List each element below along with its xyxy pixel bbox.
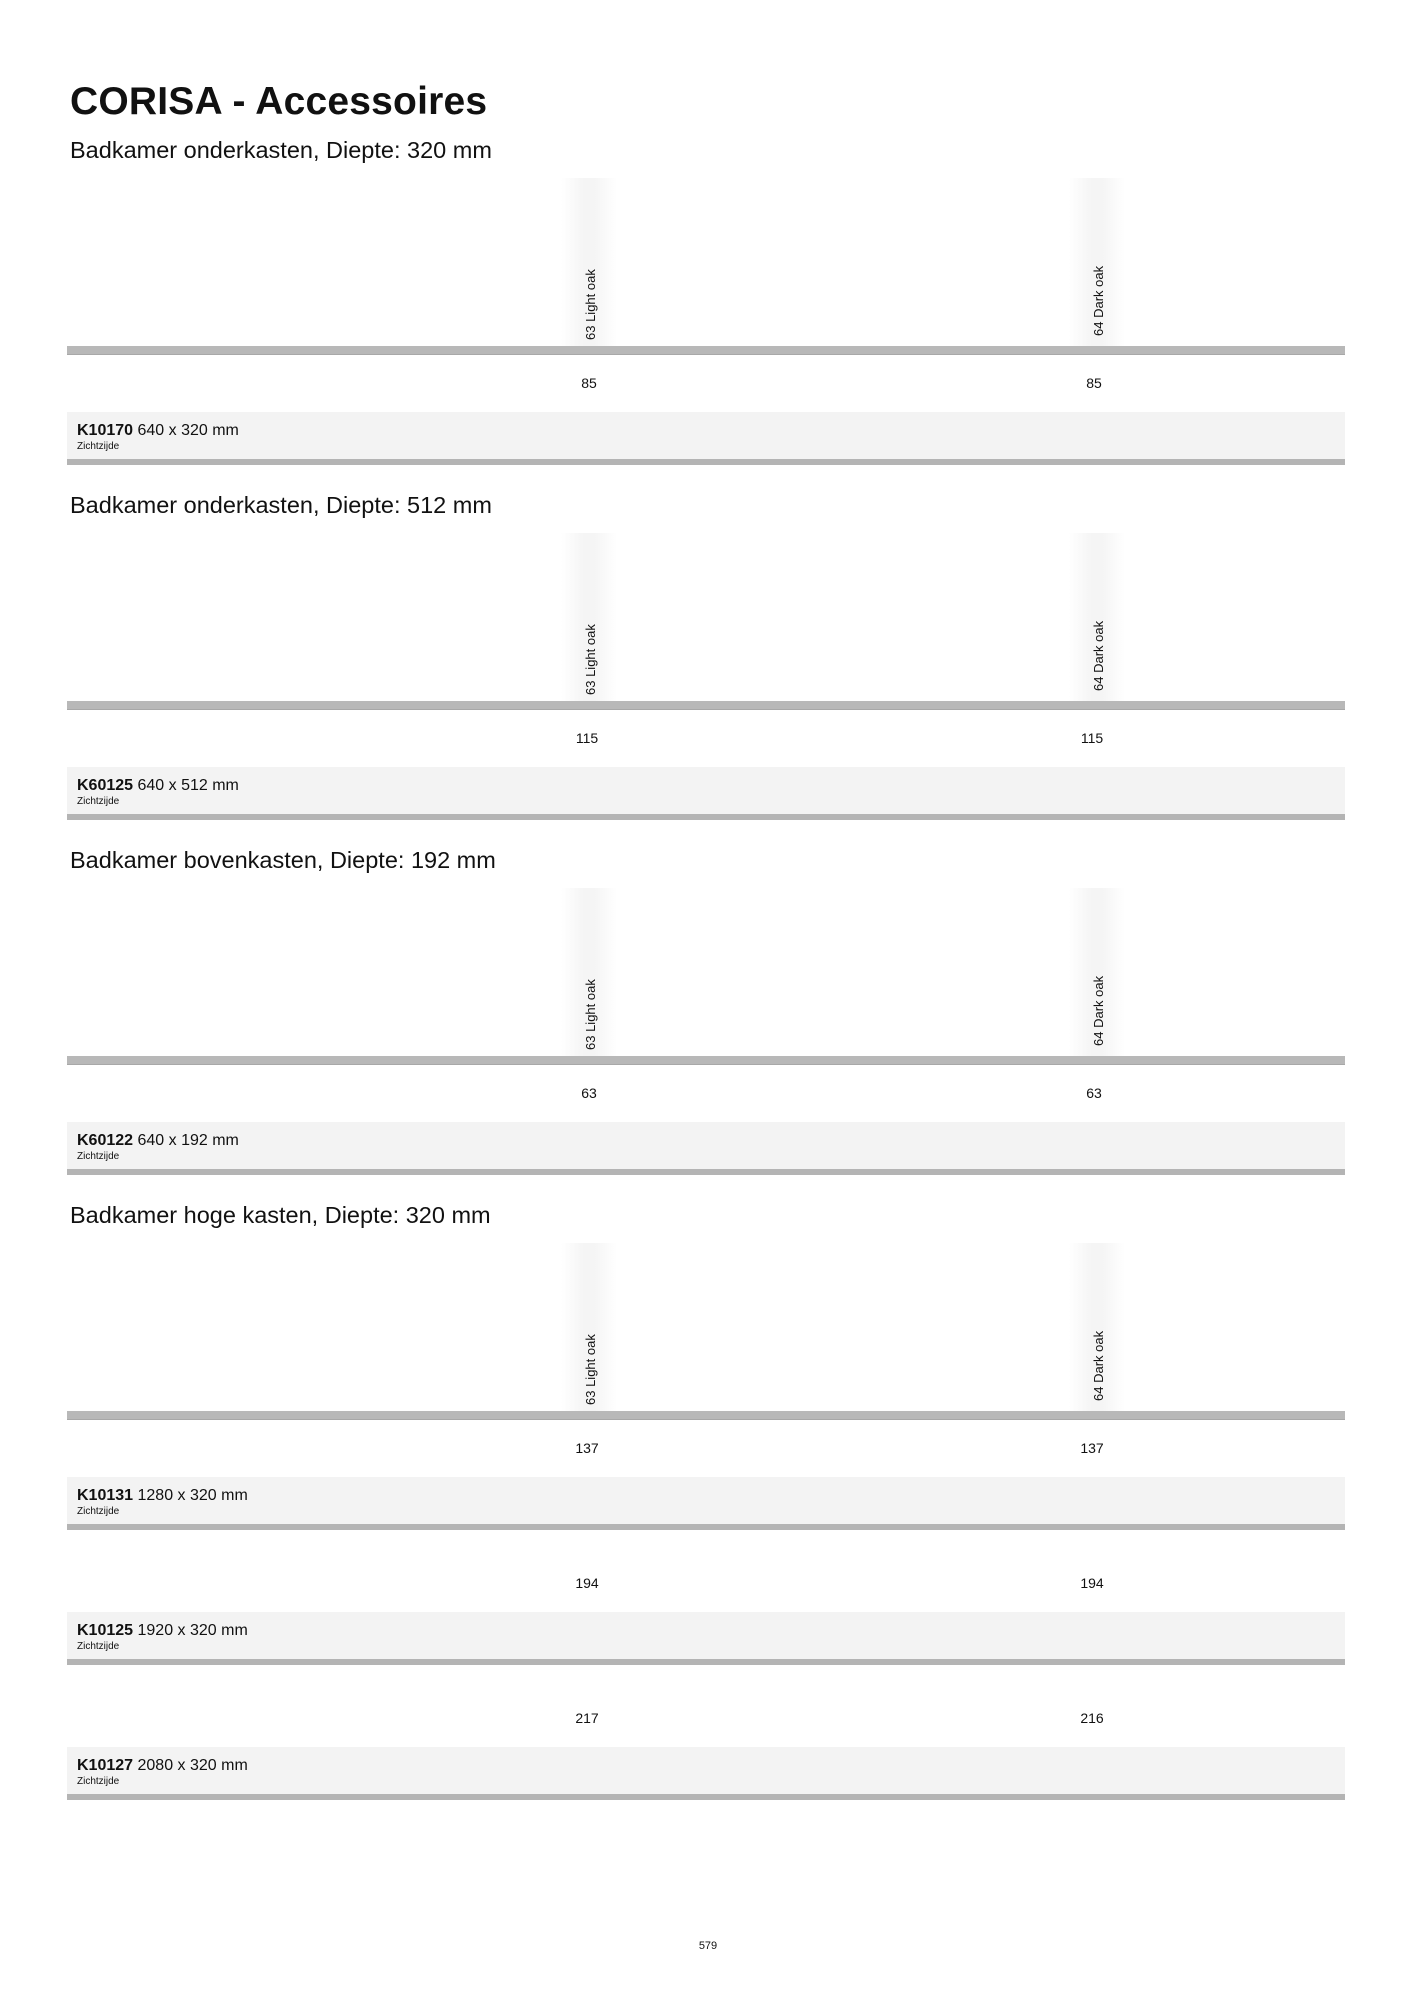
price-dark-oak: 115 (1080, 730, 1104, 746)
price-dark-oak: 216 (1080, 1710, 1104, 1726)
header-divider (67, 1056, 1345, 1065)
product-note: Zichtzijde (77, 1506, 120, 1517)
page-number: 579 (698, 1940, 718, 1952)
price-light-oak: 85 (581, 375, 597, 391)
header-divider (67, 701, 1345, 710)
product-note: Zichtzijde (77, 1151, 120, 1162)
price-light-oak: 63 (581, 1085, 597, 1101)
product-size: 640 x 320 mm (137, 422, 239, 439)
price-dark-oak: 194 (1080, 1575, 1104, 1591)
price-dark-oak: 63 (1086, 1085, 1102, 1101)
column-header-light-oak: 63 Light oak (583, 1334, 598, 1405)
product-code: K60122 (77, 1132, 134, 1149)
product-row (67, 1747, 1345, 1800)
price-light-oak: 115 (575, 730, 599, 746)
product-code: K10125 (77, 1622, 134, 1639)
price-light-oak: 217 (575, 1710, 599, 1726)
price-dark-oak: 85 (1086, 375, 1102, 391)
column-header-dark-oak: 64 Dark oak (1091, 975, 1106, 1046)
page-title: CORISA - Accessoires (70, 80, 488, 123)
section-title: Badkamer onderkasten, Diepte: 512 mm (70, 492, 492, 518)
product-size: 1280 x 320 mm (137, 1487, 248, 1504)
price-dark-oak: 137 (1080, 1440, 1104, 1456)
column-header-light-oak: 63 Light oak (583, 269, 598, 340)
header-divider (67, 1411, 1345, 1420)
product-note: Zichtzijde (77, 1641, 120, 1652)
product-size: 2080 x 320 mm (137, 1757, 248, 1774)
product-note: Zichtzijde (77, 441, 120, 452)
column-header-light-oak: 63 Light oak (583, 979, 598, 1050)
product-note: Zichtzijde (77, 796, 120, 807)
product-size: 1920 x 320 mm (137, 1622, 248, 1639)
product-code: K10170 (77, 422, 134, 439)
price-light-oak: 194 (575, 1575, 599, 1591)
product-row (67, 1477, 1345, 1530)
product-row (67, 1612, 1345, 1665)
product-code: K10127 (77, 1757, 134, 1774)
product-row (67, 767, 1345, 820)
product-note: Zichtzijde (77, 1776, 120, 1787)
column-header-dark-oak: 64 Dark oak (1091, 1330, 1106, 1401)
header-divider (67, 346, 1345, 355)
product-code: K10131 (77, 1487, 134, 1504)
product-row (67, 1122, 1345, 1175)
section-title: Badkamer bovenkasten, Diepte: 192 mm (70, 847, 496, 873)
column-header-light-oak: 63 Light oak (583, 624, 598, 695)
column-header-dark-oak: 64 Dark oak (1091, 265, 1106, 336)
section-title: Badkamer onderkasten, Diepte: 320 mm (70, 137, 492, 163)
product-row (67, 412, 1345, 465)
product-size: 640 x 192 mm (137, 1132, 239, 1149)
product-code: K60125 (77, 777, 134, 794)
price-light-oak: 137 (575, 1440, 599, 1456)
section-title: Badkamer hoge kasten, Diepte: 320 mm (70, 1202, 491, 1228)
product-size: 640 x 512 mm (137, 777, 239, 794)
column-header-dark-oak: 64 Dark oak (1091, 620, 1106, 691)
